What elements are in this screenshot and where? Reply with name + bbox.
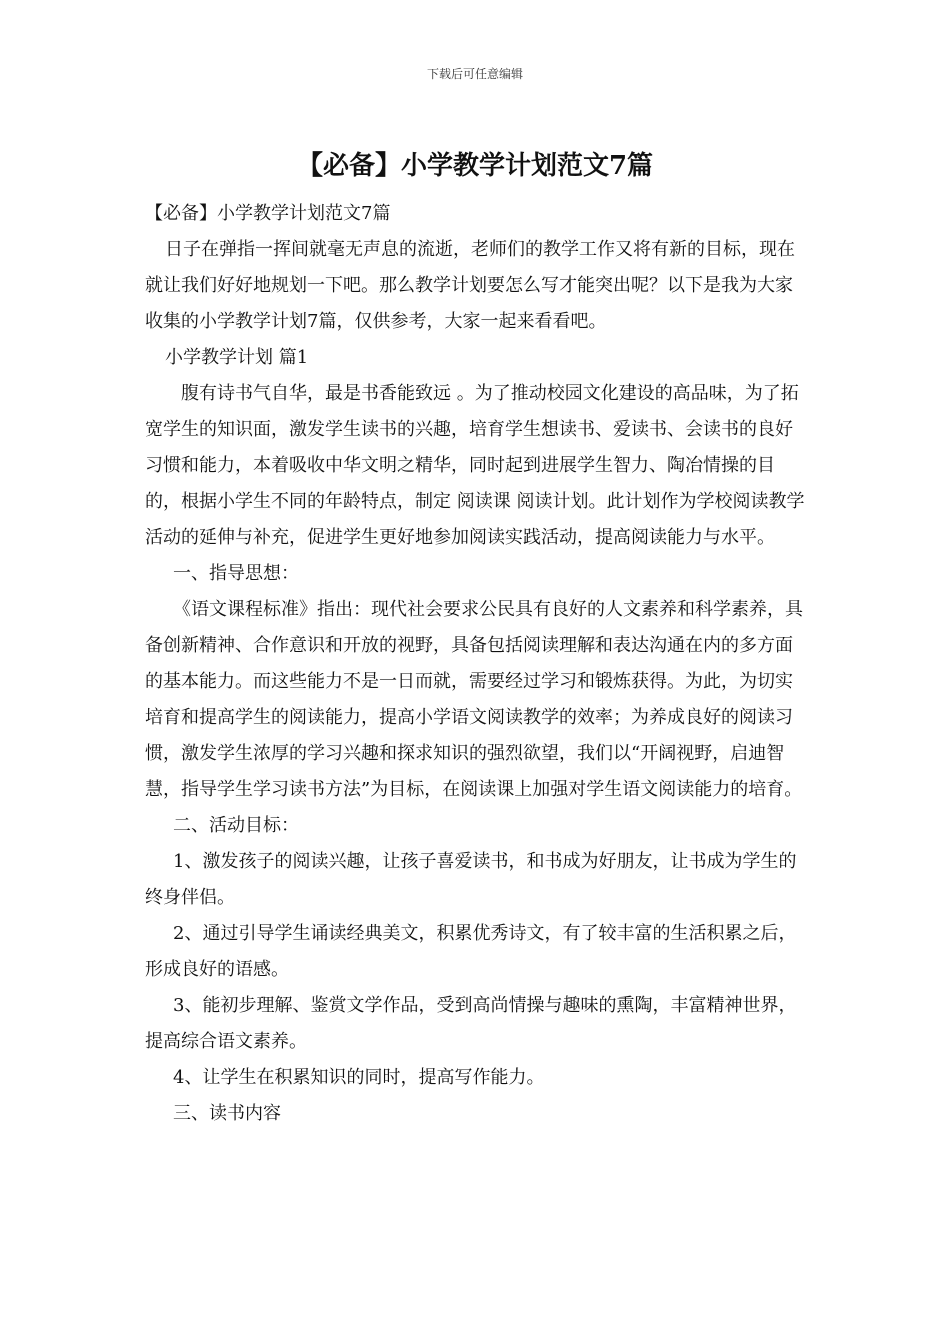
goal-item-1: 1、激发孩子的阅读兴趣，让孩子喜爱读书，和书成为好朋友，让书成为学生的终身伴侣。 [145, 851, 797, 908]
document-subtitle: 【必备】小学教学计划范文7篇 [145, 203, 391, 224]
chapter-heading: 小学教学计划 篇1 [165, 347, 309, 368]
chapter-intro-paragraph: 腹有诗书气自华，最是书香能致远 。为了推动校园文化建设的高品味，为了拓宽学生的知识面，激发学生读书的兴趣，培育学生想读书、爱读书、会读书的良好习惯和能力，本着吸收中华文明之精华，同时起到进展学生智力、陶冶情操的目的，根据小学生不同的年龄特点，制定 阅读课 阅读计划。此计划作为学校阅读教学活动的延伸与补充，促进学生更好地参加阅读实践活动，提高阅读能力与水平。 [145, 383, 805, 548]
document-body [145, 196, 810, 1132]
goal-item-2: 2、通过引导学生诵读经典美文，积累优秀诗文，有了较丰富的生活积累之后，形成良好的语感。 [145, 923, 797, 980]
section-heading-activity-goals: 二、活动目标： [173, 815, 299, 836]
goal-item-3: 3、能初步理解、鉴赏文学作品，受到高尚情操与趣味的熏陶，丰富精神世界，提高综合语文素养。 [145, 995, 797, 1052]
page-header-note: 下载后可任意编辑 [426, 67, 523, 81]
section-heading-reading-content: 三、读书内容 [173, 1103, 281, 1124]
document-title: 【必备】小学教学计划范文7篇 [296, 151, 654, 181]
guiding-thought-paragraph: 《语文课程标准》指出：现代社会要求公民具有良好的人文素养和科学素养，具备创新精神、合作意识和开放的视野，具备包括阅读理解和表达沟通在内的多方面的基本能力。而这些能力不是一日而就，需要经过学习和锻炼获得。为此，为切实培育和提高学生的阅读能力，提高小学语文阅读教学的效率；为养成良好的阅读习惯，激发学生浓厚的学习兴趣和探求知识的强烈欲望，我们以“开阔视野，启迪智慧，指导学生学习读书方法”为目标，在阅读课上加强对学生语文阅读能力的培育。 [145, 599, 803, 800]
goal-item-4: 4、让学生在积累知识的同时，提高写作能力。 [173, 1067, 545, 1088]
intro-paragraph: 日子在弹指一挥间就毫无声息的流逝，老师们的教学工作又将有新的目标，现在就让我们好好地规划一下吧。那么教学计划要怎么写才能突出呢？以下是我为大家收集的小学教学计划7篇，仅供参考，大家一起来看看吧。 [145, 239, 795, 332]
section-heading-guiding-thought: 一、指导思想： [173, 563, 299, 584]
